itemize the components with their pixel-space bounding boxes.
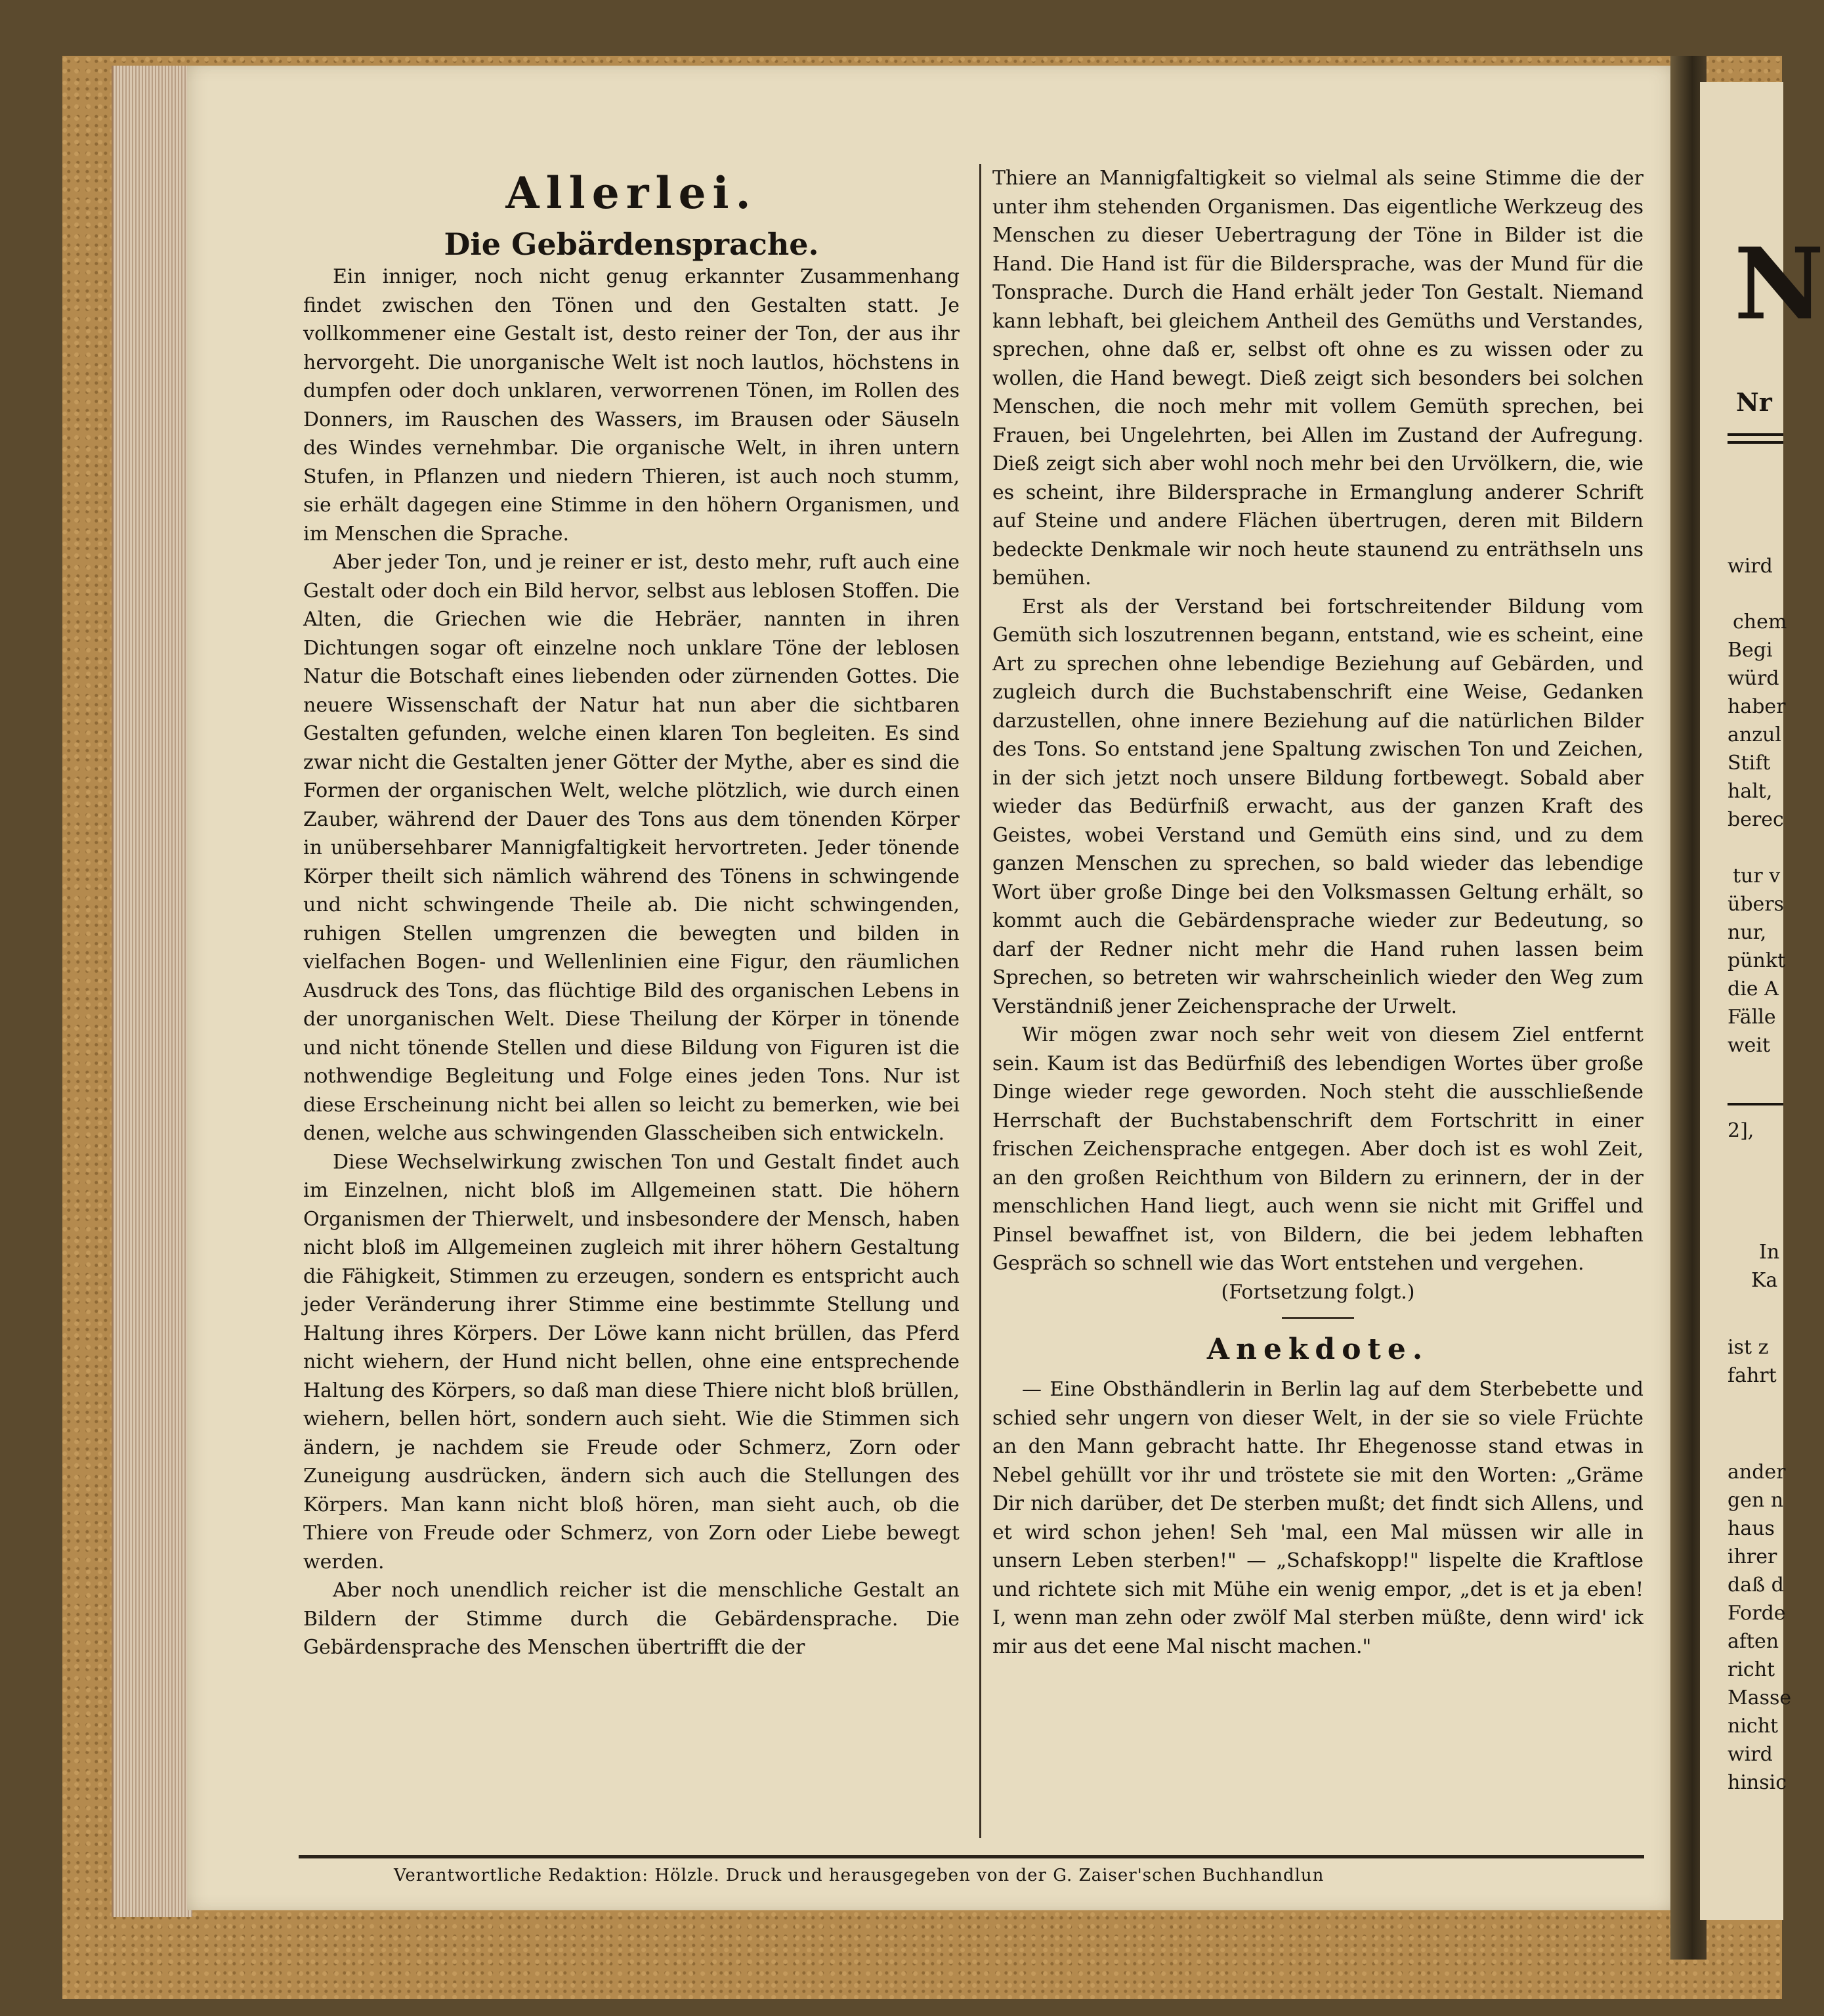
next-page-text: ander <box>1728 1461 1786 1484</box>
next-page-rule <box>1728 433 1783 436</box>
next-page-text: weit <box>1728 1034 1771 1057</box>
anecdote-text: — Eine Obsthändlerin in Berlin lag auf dem Sterbebette und schied sehr ungern von dieser Welt, in der sie so viele Früchte an den Mann gebracht hatte. Ihr Ehegenosse stand etwas in Nebel gehüllt vor ihr und tröstete sie mit den Worten: „Gräme Dir nich darüber, det De sterben mußt; det findt sich Allens, und et wird schon jehen! Seh 'mal, een Mal müssen wir alle in unsern Leben sterben!" — „Schafskopp!" lispelte die Kraftlose und richtete sich mit Mühe ein wenig empor, „det is et ja eben! I, wenn man zehn oder zwölf Mal sterben müßte, denn wird' ick mir aus det eene Mal nischt machen." <box>992 1378 1644 1658</box>
next-page-masthead-letter: N <box>1734 226 1824 342</box>
next-page-text: aften <box>1728 1630 1779 1653</box>
column-divider <box>979 164 981 1838</box>
paragraph: Aber jeder Ton, und je reiner er ist, desto mehr, ruft auch eine Gestalt oder doch ein Bild hervor, selbst aus leblosen Stoffen. Die Alten, die Griechen wie die Hebräer, nannten in ihren Dichtungen sogar oft einzelne noch unklare Töne der leblosen Natur die Botschaft eines liebenden oder zürnenden Gottes. Die neuere Wissenschaft der Natur hat nun aber die sichtbaren Gestalten gefunden, welche einen klaren Ton begleiten. Es sind zwar nicht die Gestalten jener Götter der Mythe, aber es sind die Formen der organischen Welt, welche plötzlich, wie durch einen Zauber, während der Dauer des Tons aus dem tönenden Körper in unübersehbarer Mannigfaltigkeit hervortreten. Jeder tönende Körper theilt sich nämlich während des Tönens in schwingende und nicht schwingende Theile ab. Die nicht schwingenden, ruhigen Stellen umgrenzen die bewegten und bilden in vielfachen Bogen- und Wellenlinien eine Figur, den räumlichen Ausdruck des Tons, das flüchtige Bild des organischen Lebens in der unorganischen Welt. Diese Theilung der Körper in tönende und nicht tönende Stellen und diese Bildung von Figuren ist die nothwendige Begleitung und Folge eines jeden Tons. Nur ist diese Erscheinung nicht bei allen so leicht zu bemerken, wie bei denen, welche aus schwingenden Glasscheiben sich entwickeln. <box>303 551 960 1145</box>
next-page-text: richt <box>1728 1658 1775 1681</box>
next-page-text: Ka <box>1751 1269 1778 1292</box>
next-page-rule <box>1728 1103 1783 1105</box>
next-page-text: daß d <box>1728 1574 1784 1597</box>
next-page-text: wird <box>1728 1743 1773 1766</box>
next-page-text: nicht <box>1728 1715 1779 1738</box>
next-page-text: Fälle <box>1728 1006 1776 1029</box>
next-page-text: die A <box>1728 977 1779 1000</box>
paragraph: Diese Wechselwirkung zwischen Ton und Gestalt findet auch im Einzelnen, nicht bloß im Allgemeinen statt. Die höhern Organismen der Thierwelt, und insbesondere der Mensch, haben nicht bloß im Allgemeinen zugleich mit ihrer höhern Gestaltung die Fähigkeit, Stimmen zu erzeugen, sondern es entspricht auch jeder Veränderung ihrer Stimme eine bestimmte Stellung und Haltung ihres Körpers. Der Löwe kann nicht brüllen, das Pferd nicht wiehern, der Hund nicht bellen, ohne eine entsprechende Haltung des Körpers, so daß man diese Thiere nicht bloß brüllen, wiehern, bellen hört, sondern auch sieht. Wie die Stimmen sich ändern, je nachdem sie Freude oder Schmerz, Zorn oder Zuneigung ausdrücken, ändern sich auch die Stellungen des Körpers. Man kann nicht bloß hören, man sieht auch, ob die Thiere von Freude oder Schmerz, von Zorn oder Liebe bewegt werden. <box>303 1150 960 1574</box>
next-page-text: haber <box>1728 695 1786 718</box>
next-page-text: haus <box>1728 1517 1775 1540</box>
next-page-text: In <box>1759 1241 1780 1264</box>
next-page-text: 2], <box>1728 1119 1754 1142</box>
next-page-rule <box>1728 441 1783 444</box>
next-page-text: ihrer <box>1728 1545 1777 1568</box>
next-page-text: ist z <box>1728 1336 1769 1359</box>
next-page-text: nur, <box>1728 921 1767 944</box>
paragraph: Erst als der Verstand bei fortschreitender Bildung vom Gemüth sich loszutrennen begann, entstand, wie es scheint, eine Art zu sprechen ohne lebendige Beziehung auf Gebärden, und zugleich durch die Buchstabenschrift eine Weise, Gedanken darzustellen, ohne innere Beziehung auf die natürlichen Bilder des Tons. So entstand jene Spaltung zwischen Ton und Zeichen, in der sich jetzt noch unsere Bildung fortbewegt. Sobald aber wieder das Bedürfniß erwacht, aus der ganzen Kraft des Geistes, wobei Verstand und Gemüth eins sind, und zu dem ganzen Menschen zu sprechen, so bald wieder das lebendige Wort über große Dinge bei den Volksmassen Geltung erhält, so kommt auch die Gebärdensprache wieder zur Bedeutung, so darf der Redner nicht mehr die Hand ruhen lassen beim Sprechen, so betreten wir wahrscheinlich wieder den Weg zum Verständniß jener Zeichensprache der Urwelt. <box>992 595 1644 1018</box>
next-page-text: hinsic <box>1728 1771 1787 1794</box>
imprint-footer: Verantwortliche Redaktion: Hölzle. Druck und herausgegeben von der G. Zaiser'schen Buchhandlun <box>394 1866 1325 1885</box>
next-page-text: tur v <box>1733 865 1781 888</box>
section-title: Allerlei. <box>505 167 757 219</box>
paragraph: Thiere an Mannigfaltigkeit so vielmal als seine Stimme die der unter ihm stehenden Organismen. Das eigentliche Werkzeug des Menschen zu dieser Uebertragung der Töne in Bilder ist die Hand. Die Hand ist für die Bildersprache, was der Mund für die Tonsprache. Durch die Hand erhält jeder Ton Gestalt. Niemand kann lebhaft, bei gleichem Antheil des Gemüths und Verstandes, sprechen, ohne daß er, selbst oft ohne es zu wissen oder zu wollen, die Hand bewegt. Dieß zeigt sich besonders bei solchen Menschen, die noch mehr mit vollem Gemüth sprechen, bei Frauen, bei Ungelehrten, bei Allen im Zustand der Aufregung. Dieß zeigt sich aber wohl noch mehr bei den Urvölkern, die, wie es scheint, ihre Bildersprache in Ermanglung anderer Schrift auf Steine und andere Flächen übertrugen, deren mit Bildern bedeckte Denkmale wir noch heute staunend zu enträthseln uns bemühen. <box>992 167 1644 590</box>
next-page-text: berec <box>1728 808 1784 831</box>
page-edges <box>112 66 192 1917</box>
footer-rule <box>299 1855 1644 1858</box>
next-page-text: anzul <box>1728 723 1781 746</box>
next-page-text: Nr <box>1736 387 1772 417</box>
left-column <box>303 263 960 1662</box>
next-page-text: wird <box>1728 555 1773 578</box>
next-page-text: halt, <box>1728 780 1773 803</box>
paragraph: Aber noch unendlich reicher ist die menschliche Gestalt an Bildern der Stimme durch die Gebärdensprache. Die Gebärdensprache des Menschen übertrifft die der <box>303 1579 960 1659</box>
next-page-text: Forde <box>1728 1602 1786 1625</box>
paragraph: Wir mögen zwar noch sehr weit von diesem Ziel entfernt sein. Kaum ist das Bedürfniß des lebendigen Wortes über große Dinge wieder rege geworden. Noch steht die ausschließende Herrschaft der Buchstabenschrift dem Fortschritt in einer frischen Zeichensprache entgegen. Aber doch ist es wohl Zeit, an den großen Reichthum von Bildern zu erinnern, der in der menschlichen Hand liegt, auch wenn sie nicht mit Griffel und Pinsel bewaffnet ist, von Bildern, die bei jedem lebhaften Gespräch so schnell wie das Wort entstehen und vergehen. <box>992 1023 1644 1275</box>
right-column <box>992 164 1644 1661</box>
next-page-text: übers <box>1728 893 1785 916</box>
next-page-text: fahrt <box>1728 1364 1777 1387</box>
next-page-text: pünkt <box>1728 949 1786 972</box>
article-title: Die Gebärdensprache. <box>444 226 819 262</box>
next-page-text: Masse <box>1728 1686 1792 1709</box>
paragraph: Ein inniger, noch nicht genug erkannter Zusammenhang findet zwischen den Tönen und den Gestalten statt. Je vollkommener eine Gestalt ist, desto reiner der Ton, der aus ihr hervorgeht. Die unorganische Welt ist noch lautlos, höchstens in dumpfen oder doch unklaren, verworrenen Tönen, im Rollen des Donners, im Rauschen des Wassers, im Brausen oder Säuseln des Windes vernehmbar. Die organische Welt, in ihren untern Stufen, in Pflanzen und niedern Thieren, ist auch noch stumm, sie erhält dagegen eine Stimme in den höhern Organismen, und im Menschen die Sprache. <box>303 265 960 546</box>
next-page-text: würd <box>1728 667 1779 690</box>
section-divider <box>1282 1317 1354 1319</box>
next-page-text: Stift <box>1728 752 1771 775</box>
continuation-note: (Fortsetzung folgt.) <box>1221 1280 1415 1304</box>
next-page-text: Begi <box>1728 639 1773 662</box>
next-page-text: chem <box>1733 611 1787 633</box>
next-page-text: gen n <box>1728 1489 1784 1512</box>
anecdote-title: Anekdote. <box>1206 1333 1430 1366</box>
